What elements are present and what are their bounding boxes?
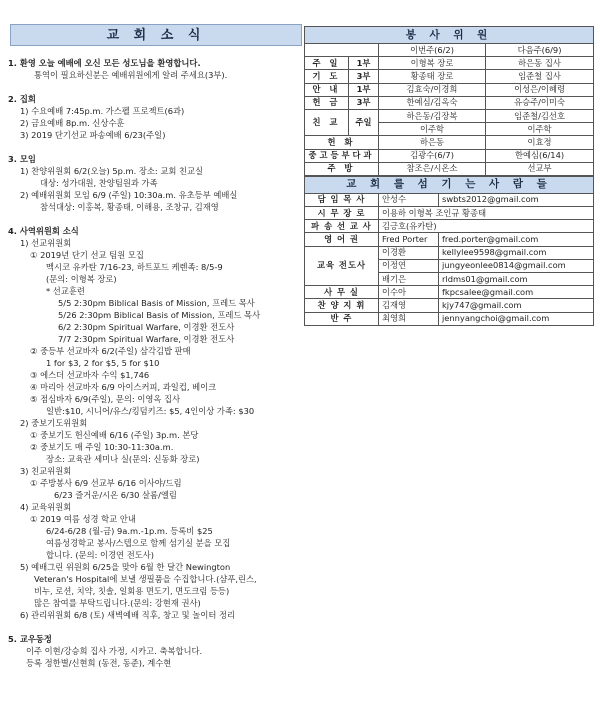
news-line: 대상: 성가대원, 찬양팀원과 가족 — [40, 178, 158, 188]
news-line: 5/5 2:30pm Biblical Basis of Mission, 프레드 목사 — [58, 298, 255, 308]
contacts-table — [304, 176, 594, 326]
news-line: ① 주방봉사 6/9 선교부 6/16 이사야/드림 — [30, 478, 182, 488]
news-line: 1. 환영 오늘 예배에 오신 모든 성도님을 환영합니다. — [8, 58, 201, 68]
news-line: 1) 수요예배 7:45p.m. 가스펠 프로젝트(6과) — [20, 106, 185, 116]
volunteer-row — [305, 162, 594, 175]
news-line: 여름성경학교 봉사/스텝으로 함께 섬기실 분을 모집 — [46, 538, 231, 548]
role-label: 시 무 장 로 — [305, 207, 379, 220]
contacts-title: 교 회 를 섬 기 는 사 람 들 — [305, 176, 594, 193]
news-line: 6) 관리위원회 6/8 (토) 새벽예배 직후, 창고 및 놀이터 정리 — [20, 610, 236, 620]
news-line: 5) 예배그린 위원회 6/25을 맞아 6월 한 달간 Newington — [20, 562, 231, 572]
this-week-name: 황종태 장로 — [379, 70, 486, 83]
contact-name: 이수아 — [379, 286, 439, 299]
this-week-name: 참조은/시온소 — [379, 162, 486, 175]
news-line: 1) 찬양위원회 6/2(오늘) 5p.m. 장소: 교회 친교실 — [20, 166, 204, 176]
contact-row — [305, 246, 594, 259]
news-line: (문의: 이형복 장로) — [46, 274, 117, 284]
role-label: 영 어 권 — [305, 233, 379, 246]
contact-row — [305, 220, 594, 233]
contact-row — [305, 193, 594, 206]
this-week-name: 김효숙/이경희 — [379, 83, 486, 96]
news-line: ② 중보기도 매 주일 10:30-11:30a.m. — [30, 442, 174, 452]
volunteer-row — [305, 96, 594, 109]
volunteer-row — [305, 109, 594, 122]
news-line: ⑤ 점심바자 6/9(주일), 문의: 이영옥 집사 — [30, 394, 181, 404]
news-line: ① 중보기도 헌신예배 6/16 (주일) 3p.m. 본당 — [30, 430, 199, 440]
contact-email[interactable]: rldms01@gmail.com — [439, 273, 594, 286]
news-line: 7/7 2:30pm Spiritual Warfare, 이경환 전도사 — [58, 334, 235, 344]
duty-label: 안 내 — [305, 83, 349, 96]
news-line: 등록 정한별/신현희 (동전, 동준), 계수현 — [26, 658, 172, 668]
this-week-name: 하은동 — [379, 136, 486, 149]
news-line: 1 for $3, 2 for $5, 5 for $10 — [46, 358, 160, 368]
news-line: * 선교훈련 — [46, 286, 85, 296]
col-this-week: 이번주(6/2) — [379, 44, 486, 57]
news-line: 참석대상: 이홍복, 황종태, 이해용, 조창규, 김재영 — [40, 202, 219, 212]
news-line: 2) 중보기도위원회 — [20, 418, 88, 428]
section-heading: 5. 교우동정 — [8, 634, 52, 644]
contact-email[interactable]: swbts2012@gmail.com — [439, 193, 594, 206]
news-line: 4) 교육위원회 — [20, 502, 72, 512]
contact-row — [305, 233, 594, 246]
this-week-name: 하은동/김장복 — [379, 109, 486, 122]
contact-email[interactable]: fred.porter@gmail.com — [439, 233, 594, 246]
news-line: 1) 선교위원회 — [20, 238, 72, 248]
news-line: 2) 예배위원회 모임 6/9 (주일) 10:30a.m. 유초등부 예배실 — [20, 190, 238, 200]
news-line: ① 2019 여름 성경 학교 안내 — [30, 514, 136, 524]
service-label: 1부 — [349, 83, 379, 96]
news-line: 장소: 교육관 세미나 실(문의: 신동화 장로) — [46, 454, 200, 464]
news-line: ④ 마리아 선교바자 6/9 아이스커피, 과일컵, 베이크 — [30, 382, 217, 392]
news-line: 비누, 로션, 치약, 칫솔, 일회용 면도기, 면도크림 등등) — [34, 586, 230, 596]
news-line: ② 중등부 선교바자 6/2(주일) 삼각김밥 판매 — [30, 346, 191, 356]
this-week-name: 이주학 — [379, 123, 486, 136]
news-line: 2) 금요예배 8p.m. 신상수훈 — [20, 118, 125, 128]
section-heading: 2. 집회 — [8, 94, 36, 104]
service-label: 3부 — [349, 70, 379, 83]
contact-name: 안성수 — [379, 193, 439, 206]
next-week-name: 임준철/김선호 — [486, 109, 594, 122]
contact-name: 배기은 — [379, 273, 439, 286]
news-line: 6/23 즐거운/시온 6/30 살롬/엘림 — [54, 490, 177, 500]
news-line: 5/26 2:30pm Biblical Basis of Mission, 프레드 목사 — [58, 310, 261, 320]
contact-email[interactable]: fkpcsalee@gmail.com — [439, 286, 594, 299]
volunteers-corner — [305, 44, 379, 57]
this-week-name: 이형복 장로 — [379, 57, 486, 70]
contact-row — [305, 207, 594, 220]
volunteer-row — [305, 83, 594, 96]
news-line: 3) 친교위원회 — [20, 466, 72, 476]
news-line: 합니다. (문의: 이경연 전도사) — [46, 550, 154, 560]
duty-label: 기 도 — [305, 70, 349, 83]
next-week-name: 임준철 집사 — [486, 70, 594, 83]
contact-name: Fred Porter — [379, 233, 439, 246]
service-label: 1부 — [349, 57, 379, 70]
contact-name: 이용하 이형복 조인규 황종태 — [379, 207, 594, 220]
right-column — [304, 26, 593, 326]
this-week-name: 한예심/김옥숙 — [379, 96, 486, 109]
role-label: 사 무 실 — [305, 286, 379, 299]
news-line: Veteran's Hospital에 보낼 생필품을 수집합니다.(샴푸,린스, — [34, 574, 257, 584]
news-line: 이주 이현/강승희 집사 가정, 시카고. 축복합니다. — [26, 646, 203, 656]
contact-name: 김긍호(유카탄) — [379, 220, 594, 233]
col-next-week: 다음주(6/9) — [486, 44, 594, 57]
duty-label: 친 교 — [305, 109, 349, 135]
contact-name: 이정연 — [379, 259, 439, 272]
role-label: 파 송 선 교 사 — [305, 220, 379, 233]
church-news-section — [8, 24, 302, 668]
this-week-name: 김광수(6/7) — [379, 149, 486, 162]
duty-label: 헌 화 — [305, 136, 379, 149]
role-label: 담 임 목 사 — [305, 193, 379, 206]
role-label: 교육 전도사 — [305, 246, 379, 286]
contact-email[interactable]: jennyangchoi@gmail.com — [439, 312, 594, 325]
next-week-name: 이성은/이혜령 — [486, 83, 594, 96]
contact-email[interactable]: kjy747@gmail.com — [439, 299, 594, 312]
contact-row — [305, 299, 594, 312]
duty-label: 주 일 — [305, 57, 349, 70]
duty-label: 중고등부다과 — [305, 149, 379, 162]
contact-name: 김재영 — [379, 299, 439, 312]
contact-row — [305, 312, 594, 325]
contact-name: 최영희 — [379, 312, 439, 325]
section-heading: 3. 모임 — [8, 154, 36, 164]
news-line: 멕시코 유카탄 7/16-23, 하트포드 케렌족: 8/5-9 — [46, 262, 223, 272]
duty-label: 주 방 — [305, 162, 379, 175]
volunteers-body — [305, 57, 594, 176]
next-week-name: 유승주/이미숙 — [486, 96, 594, 109]
service-label: 주일 — [349, 109, 379, 135]
volunteers-title: 봉 사 위 원 — [305, 27, 594, 44]
contacts-body — [305, 193, 594, 325]
volunteer-row — [305, 149, 594, 162]
section-heading: 4. 사역위원회 소식 — [8, 226, 79, 236]
news-line: 3) 2019 단기선교 파송예배 6/23(주일) — [20, 130, 166, 140]
role-label: 찬 양 지 휘 — [305, 299, 379, 312]
next-week-name: 선교부 — [486, 162, 594, 175]
church-news-title: 교 회 소 식 — [10, 24, 302, 46]
news-line: 많은 참여를 부탁드립니다.(문의: 강현재 권사) — [34, 598, 201, 608]
volunteer-row — [305, 57, 594, 70]
contact-name: 이경환 — [379, 246, 439, 259]
next-week-name: 이효정 — [486, 136, 594, 149]
news-line: 일반:$10, 시니어/유스/킹덤키즈: $5, 4인이상 가족: $30 — [46, 406, 255, 416]
contact-row — [305, 286, 594, 299]
duty-label: 헌 금 — [305, 96, 349, 109]
news-line: 6/24-6/28 (월-금) 9a.m.-1p.m. 등록비 $25 — [46, 526, 213, 536]
contact-email[interactable]: jungyeonlee0814@gmail.com — [439, 259, 594, 272]
volunteer-row — [305, 136, 594, 149]
volunteer-row — [305, 70, 594, 83]
contact-email[interactable]: kellylee9598@gmail.com — [439, 246, 594, 259]
news-line: ① 2019년 단기 선교 팀원 모집 — [30, 250, 144, 260]
next-week-name: 하은동 집사 — [486, 57, 594, 70]
next-week-name: 이주학 — [486, 123, 594, 136]
news-line: 통역이 필요하신분은 예배위원에게 알려 주세요(3부). — [34, 70, 228, 80]
service-label: 3부 — [349, 96, 379, 109]
volunteers-table — [304, 26, 594, 176]
news-line: 6/2 2:30pm Spiritual Warfare, 이경환 전도사 — [58, 322, 235, 332]
role-label: 반 주 — [305, 312, 379, 325]
news-line: ③ 에스더 선교바자 수익 $1,746 — [30, 370, 150, 380]
next-week-name: 한예심(6/14) — [486, 149, 594, 162]
